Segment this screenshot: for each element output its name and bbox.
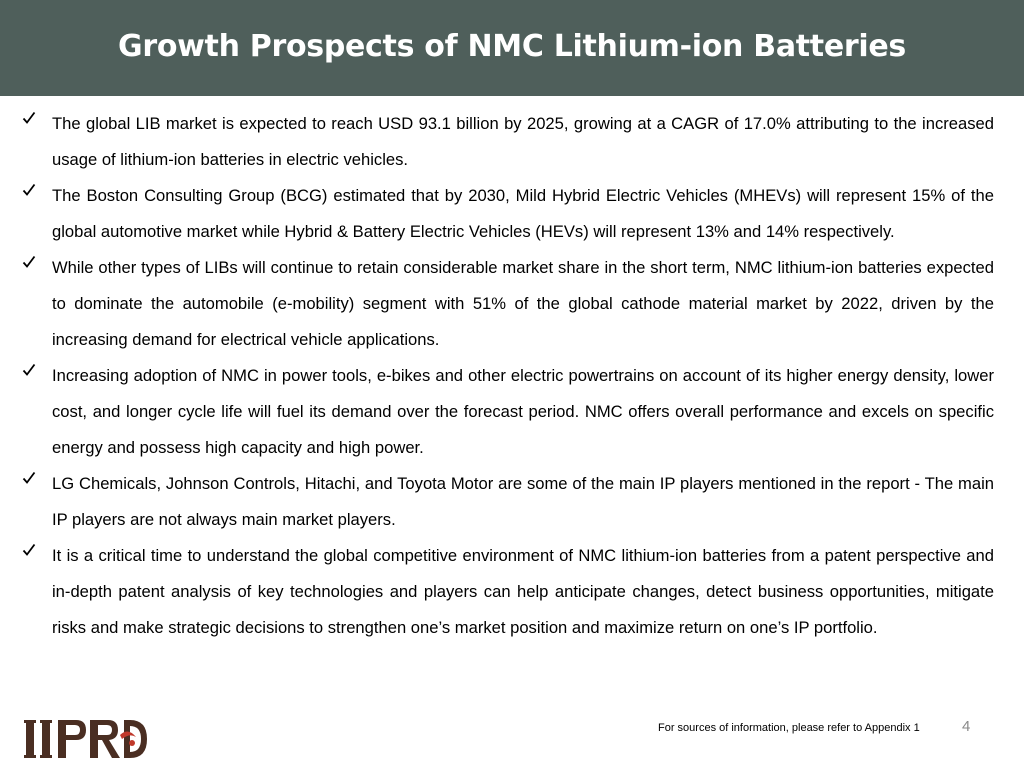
bullet-item bbox=[0, 250, 1024, 358]
checkmark-icon bbox=[22, 250, 38, 278]
bullet-text: It is a critical time to understand the global competitive environment of NMC lithium-ion batteries from a patent perspective and in-depth patent analysis of key technologies and players can help anticipate changes, detect business opportunities, mitigate risks and make strategic decisions to strengthen one’s market position and maximize return on one’s IP portfolio. bbox=[52, 546, 994, 637]
bullet-text: While other types of LIBs will continue to retain considerable market share in the short term, NMC lithium-ion batteries expected to dominate the automobile (e-mobility) segment with 51% of the global cathode material market by 2022, driven by the increasing demand for electrical vehicle applications. bbox=[52, 258, 994, 349]
checkmark-icon bbox=[22, 538, 38, 566]
iiprd-logo bbox=[24, 713, 149, 763]
bullet-item bbox=[0, 538, 1024, 646]
bullet-item bbox=[0, 358, 1024, 466]
slide-title: Growth Prospects of NMC Lithium-ion Batteries bbox=[118, 28, 906, 64]
checkmark-icon bbox=[22, 466, 38, 494]
bullet-item bbox=[0, 466, 1024, 538]
sources-footnote: For sources of information, please refer to Appendix 1 bbox=[658, 722, 920, 734]
checkmark-icon bbox=[22, 106, 38, 134]
page-number: 4 bbox=[962, 718, 971, 735]
bullet-text: Increasing adoption of NMC in power tools, e-bikes and other electric powertrains on account of its higher energy density, lower cost, and longer cycle life will fuel its demand over the forecast period. NMC offers overall performance and excels on specific energy and possess high capacity and high power. bbox=[52, 366, 994, 457]
bullet-item bbox=[0, 106, 1024, 178]
bullet-item bbox=[0, 178, 1024, 250]
bullet-text: LG Chemicals, Johnson Controls, Hitachi, and Toyota Motor are some of the main IP players mentioned in the report - The main IP players are not always main market players. bbox=[52, 474, 994, 529]
title-bar bbox=[0, 0, 1024, 96]
bullet-text: The global LIB market is expected to reach USD 93.1 billion by 2025, growing at a CAGR of 17.0% attributing to the increased usage of lithium-ion batteries in electric vehicles. bbox=[52, 114, 994, 169]
bullet-text: The Boston Consulting Group (BCG) estimated that by 2030, Mild Hybrid Electric Vehicles (MHEVs) will represent 15% of the global automotive market while Hybrid & Battery Electric Vehicles (HEVs) will represent 13% and 14% respectively. bbox=[52, 186, 994, 241]
checkmark-icon bbox=[22, 358, 38, 386]
checkmark-icon bbox=[22, 178, 38, 206]
bullet-list bbox=[0, 106, 1024, 646]
